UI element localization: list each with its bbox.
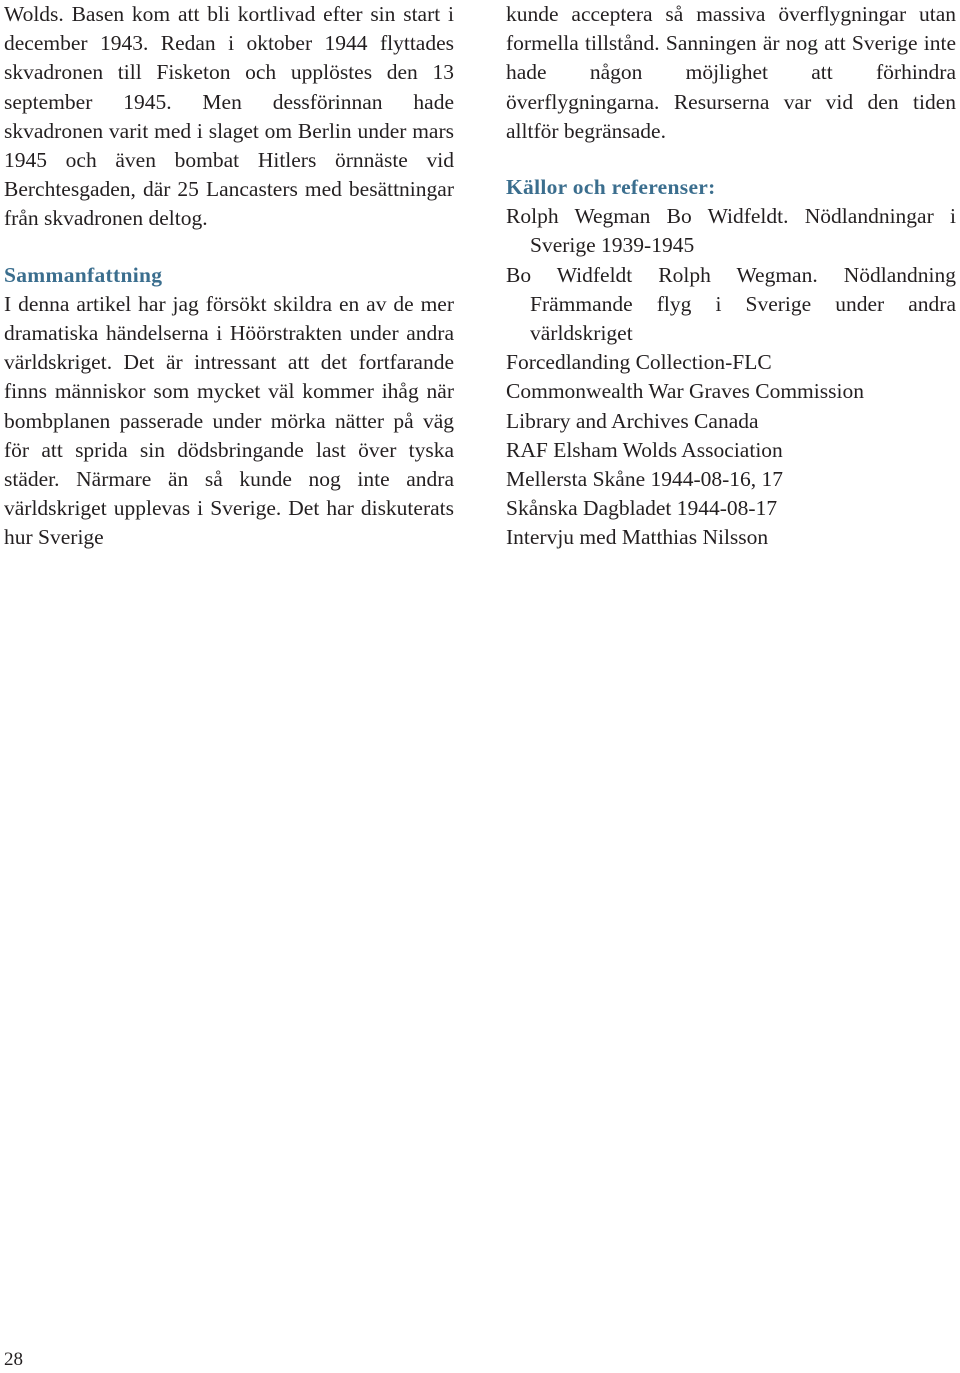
references-heading: Källor och referenser: [506,175,716,200]
reference-item: Bo Widfeldt Rolph Wegman. Nödlandning Främmande flyg i Sverige under andra världskriget [506,262,956,346]
reference-item: Mellersta Skåne 1944-08-16, 17 [506,467,784,492]
reference-item: Library and Archives Canada [506,408,759,433]
summary-heading: Sammanfattning [4,262,163,287]
reference-item: Commonwealth War Graves Commission [506,379,864,404]
section-spacer [506,146,956,173]
right-column [506,0,956,553]
reference-item: Rolph Wegman Bo Widfeldt. Nödlandningar i Sverige 1939-1945 [506,204,956,258]
continued-paragraph: kunde acceptera så massiva överflygningar utan formella tillstånd. Sanningen är nog att Sverige inte hade någon möjlighet att förhindra överflygningarna. Resurserna var vid den tiden alltför begränsade. [506,2,956,143]
intro-paragraph: Wolds. Basen kom att bli kortlivad efter sin start i december 1943. Redan i oktober 1944 flyttades skvadronen till Fisketon och upplöstes den 13 september 1945. Men dessförinnan hade skvadronen varit med i slaget om Berlin under mars 1945 och även bombat Hitlers örnnäste vid Berchtesgaden, där 25 Lancasters med besättningar från skvadronen deltog. [4,2,454,231]
reference-item: Skånska Dagbladet 1944-08-17 [506,496,778,521]
reference-item: Intervju med Matthias Nilsson [506,525,769,550]
summary-paragraph: I denna artikel har jag försökt skildra en av de mer dramatiska händelserna i Höörstrakten under andra världskriget. Det är intressant att det fortfarande finns människor som mycket väl kommer ihåg när bombplanen passerade under mörka nätter på väg för att sprida sin dödsbringande last över tyska städer. Närmare än så kunde nog inte andra världskriget upplevas i Sverige. Det har diskuterats hur Sverige [4,291,454,550]
reference-item: Forcedlanding Collection-FLC [506,350,772,375]
references-list [506,202,956,552]
left-column [4,0,454,553]
page-number: 28 [4,1349,23,1370]
section-spacer [4,234,454,261]
reference-item: RAF Elsham Wolds Association [506,437,783,462]
